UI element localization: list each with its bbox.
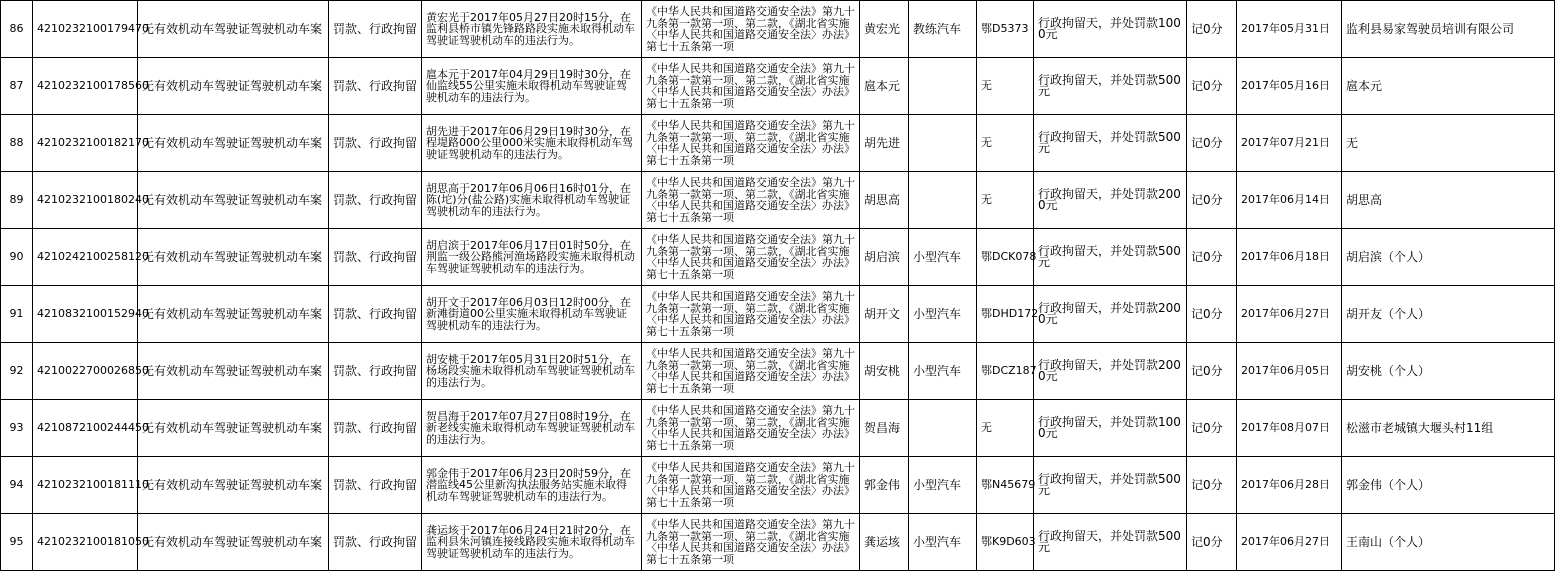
row-number: 88 xyxy=(1,115,33,172)
decision-date: 2017年06月27日 xyxy=(1237,514,1342,571)
vehicle-owner: 胡启滨（个人） xyxy=(1342,229,1555,286)
plate-number: 无 xyxy=(977,58,1034,115)
penalty-type: 罚款、行政拘留 xyxy=(329,115,422,172)
penalty-type: 罚款、行政拘留 xyxy=(329,229,422,286)
case-number: 4210872100244450 xyxy=(33,400,138,457)
penalty-points: 记0分 xyxy=(1187,514,1237,571)
table-row xyxy=(1,286,1555,343)
table-row xyxy=(1,172,1555,229)
violation-facts: 胡先进于2017年06月29日19时30分，在程堤路000公里000米实施未取得机动车驾驶证驾驶机动车的违法行为。 xyxy=(422,115,642,172)
penalty-result: 行政拘留天，并处罚款500元 xyxy=(1034,457,1187,514)
vehicle-type: 小型汽车 xyxy=(909,286,977,343)
penalty-points: 记0分 xyxy=(1187,400,1237,457)
violation-facts: 贺昌海于2017年07月27日08时19分，在新老线实施未取得机动车驾驶证驾驶机动车的违法行为。 xyxy=(422,400,642,457)
vehicle-owner: 胡安桃（个人） xyxy=(1342,343,1555,400)
vehicle-type: 小型汽车 xyxy=(909,514,977,571)
vehicle-type: 教练汽车 xyxy=(909,1,977,58)
table-row xyxy=(1,115,1555,172)
party-name: 龚运垓 xyxy=(860,514,909,571)
table-row xyxy=(1,457,1555,514)
vehicle-owner: 王南山（个人） xyxy=(1342,514,1555,571)
party-name: 胡先进 xyxy=(860,115,909,172)
plate-number: 无 xyxy=(977,115,1034,172)
party-name: 胡安桃 xyxy=(860,343,909,400)
case-type: 无有效机动车驾驶证驾驶机动车案 xyxy=(138,343,329,400)
violation-facts: 扈本元于2017年04月29日19时30分，在仙监线55公里实施未取得机动车驾驶证驾驶机动车的违法行为。 xyxy=(422,58,642,115)
decision-date: 2017年06月27日 xyxy=(1237,286,1342,343)
penalty-points: 记0分 xyxy=(1187,457,1237,514)
legal-basis: 《中华人民共和国道路交通安全法》第九十九条第一款第一项、第二款，《湖北省实施〈中华人民共和国道路交通安全法〉办法》第七十五条第一项 xyxy=(642,172,860,229)
violation-facts: 胡启滨于2017年06月17日01时50分，在荆监一级公路熊河渔场路段实施未取得机动车驾驶证驾驶机动车的违法行为。 xyxy=(422,229,642,286)
case-type: 无有效机动车驾驶证驾驶机动车案 xyxy=(138,457,329,514)
violation-facts: 胡开文于2017年06月03日12时00分，在新滩街道00公里实施未取得机动车驾驶证驾驶机动车的违法行为。 xyxy=(422,286,642,343)
case-type: 无有效机动车驾驶证驾驶机动车案 xyxy=(138,115,329,172)
party-name: 胡思高 xyxy=(860,172,909,229)
vehicle-owner: 监利县易家驾驶员培训有限公司 xyxy=(1342,1,1555,58)
case-type: 无有效机动车驾驶证驾驶机动车案 xyxy=(138,229,329,286)
penalty-type: 罚款、行政拘留 xyxy=(329,457,422,514)
case-type: 无有效机动车驾驶证驾驶机动车案 xyxy=(138,1,329,58)
violation-facts: 胡安桃于2017年05月31日20时51分，在杨场段实施未取得机动车驾驶证驾驶机动车的违法行为。 xyxy=(422,343,642,400)
row-number: 91 xyxy=(1,286,33,343)
decision-date: 2017年05月16日 xyxy=(1237,58,1342,115)
penalty-points: 记0分 xyxy=(1187,343,1237,400)
case-type: 无有效机动车驾驶证驾驶机动车案 xyxy=(138,172,329,229)
vehicle-owner: 松滋市老城镇大堰头村11组 xyxy=(1342,400,1555,457)
vehicle-owner: 胡开友（个人） xyxy=(1342,286,1555,343)
penalty-result: 行政拘留天，并处罚款1000元 xyxy=(1034,400,1187,457)
legal-basis: 《中华人民共和国道路交通安全法》第九十九条第一款第一项、第二款，《湖北省实施〈中华人民共和国道路交通安全法〉办法》第七十五条第一项 xyxy=(642,1,860,58)
table-row xyxy=(1,1,1555,58)
vehicle-type: 小型汽车 xyxy=(909,457,977,514)
plate-number: 无 xyxy=(977,400,1034,457)
decision-date: 2017年06月05日 xyxy=(1237,343,1342,400)
plate-number: 鄂DHD172 xyxy=(977,286,1034,343)
party-name: 胡开文 xyxy=(860,286,909,343)
penalty-type: 罚款、行政拘留 xyxy=(329,58,422,115)
table-row xyxy=(1,58,1555,115)
plate-number: 鄂N45679 xyxy=(977,457,1034,514)
vehicle-type: 小型汽车 xyxy=(909,229,977,286)
case-number: 4210232100178560 xyxy=(33,58,138,115)
penalty-result: 行政拘留天，并处罚款2000元 xyxy=(1034,343,1187,400)
decision-date: 2017年07月21日 xyxy=(1237,115,1342,172)
violation-facts: 黄宏光于2017年05月27日20时15分，在监利县桥市镇先锋路路段实施未取得机动车驾驶证驾驶机动车的违法行为。 xyxy=(422,1,642,58)
penalty-points: 记0分 xyxy=(1187,1,1237,58)
decision-date: 2017年06月28日 xyxy=(1237,457,1342,514)
party-name: 胡启滨 xyxy=(860,229,909,286)
violation-facts: 龚运垓于2017年06月24日21时20分，在监利县朱河镇连接线路段实施未取得机动车驾驶证驾驶机动车的违法行为。 xyxy=(422,514,642,571)
case-number: 4210232100181110 xyxy=(33,457,138,514)
penalty-result: 行政拘留天，并处罚款2000元 xyxy=(1034,172,1187,229)
legal-basis: 《中华人民共和国道路交通安全法》第九十九条第一款第一项、第二款，《湖北省实施〈中华人民共和国道路交通安全法〉办法》第七十五条第一项 xyxy=(642,343,860,400)
case-number: 4210232100181050 xyxy=(33,514,138,571)
table-body xyxy=(1,1,1555,571)
legal-basis: 《中华人民共和国道路交通安全法》第九十九条第一款第一项、第二款，《湖北省实施〈中华人民共和国道路交通安全法〉办法》第七十五条第一项 xyxy=(642,115,860,172)
party-name: 郭金伟 xyxy=(860,457,909,514)
legal-basis: 《中华人民共和国道路交通安全法》第九十九条第一款第一项、第二款，《湖北省实施〈中华人民共和国道路交通安全法〉办法》第七十五条第一项 xyxy=(642,58,860,115)
row-number: 92 xyxy=(1,343,33,400)
row-number: 94 xyxy=(1,457,33,514)
penalty-result: 行政拘留天，并处罚款500元 xyxy=(1034,58,1187,115)
case-type: 无有效机动车驾驶证驾驶机动车案 xyxy=(138,286,329,343)
vehicle-owner: 胡思高 xyxy=(1342,172,1555,229)
penalty-points: 记0分 xyxy=(1187,229,1237,286)
vehicle-owner: 扈本元 xyxy=(1342,58,1555,115)
penalty-type: 罚款、行政拘留 xyxy=(329,400,422,457)
penalty-points: 记0分 xyxy=(1187,58,1237,115)
penalty-type: 罚款、行政拘留 xyxy=(329,172,422,229)
decision-date: 2017年06月18日 xyxy=(1237,229,1342,286)
penalty-type: 罚款、行政拘留 xyxy=(329,286,422,343)
party-name: 贺昌海 xyxy=(860,400,909,457)
penalty-type: 罚款、行政拘留 xyxy=(329,514,422,571)
plate-number: 无 xyxy=(977,172,1034,229)
plate-number: 鄂K9D603 xyxy=(977,514,1034,571)
row-number: 90 xyxy=(1,229,33,286)
party-name: 黄宏光 xyxy=(860,1,909,58)
party-name: 扈本元 xyxy=(860,58,909,115)
case-number: 4210232100179470 xyxy=(33,1,138,58)
penalty-result: 行政拘留天，并处罚款500元 xyxy=(1034,514,1187,571)
row-number: 89 xyxy=(1,172,33,229)
case-type: 无有效机动车驾驶证驾驶机动车案 xyxy=(138,400,329,457)
penalty-result: 行政拘留天，并处罚款2000元 xyxy=(1034,286,1187,343)
penalty-points: 记0分 xyxy=(1187,286,1237,343)
table-row xyxy=(1,343,1555,400)
legal-basis: 《中华人民共和国道路交通安全法》第九十九条第一款第一项、第二款，《湖北省实施〈中华人民共和国道路交通安全法〉办法》第七十五条第一项 xyxy=(642,457,860,514)
case-number: 4210232100182170 xyxy=(33,115,138,172)
decision-date: 2017年06月14日 xyxy=(1237,172,1342,229)
case-number: 4210832100152940 xyxy=(33,286,138,343)
decision-date: 2017年08月07日 xyxy=(1237,400,1342,457)
vehicle-type xyxy=(909,58,977,115)
vehicle-type xyxy=(909,172,977,229)
penalty-type: 罚款、行政拘留 xyxy=(329,343,422,400)
plate-number: 鄂DCZ187 xyxy=(977,343,1034,400)
table-row xyxy=(1,229,1555,286)
case-number: 4210242100258120 xyxy=(33,229,138,286)
table-row xyxy=(1,400,1555,457)
legal-basis: 《中华人民共和国道路交通安全法》第九十九条第一款第一项、第二款，《湖北省实施〈中华人民共和国道路交通安全法〉办法》第七十五条第一项 xyxy=(642,514,860,571)
table-row xyxy=(1,514,1555,571)
row-number: 86 xyxy=(1,1,33,58)
plate-number: 鄂DCK078 xyxy=(977,229,1034,286)
vehicle-owner: 无 xyxy=(1342,115,1555,172)
vehicle-type: 小型汽车 xyxy=(909,343,977,400)
violation-facts: 胡思高于2017年06月06日16时01分，在陈(坨)分(盐公路)实施未取得机动车驾驶证驾驶机动车的违法行为。 xyxy=(422,172,642,229)
penalty-result: 行政拘留天，并处罚款1000元 xyxy=(1034,1,1187,58)
plate-number: 鄂D5373 xyxy=(977,1,1034,58)
penalty-result: 行政拘留天，并处罚款500元 xyxy=(1034,115,1187,172)
row-number: 93 xyxy=(1,400,33,457)
case-number: 4210232100180240 xyxy=(33,172,138,229)
legal-basis: 《中华人民共和国道路交通安全法》第九十九条第一款第一项、第二款，《湖北省实施〈中华人民共和国道路交通安全法〉办法》第七十五条第一项 xyxy=(642,286,860,343)
legal-basis: 《中华人民共和国道路交通安全法》第九十九条第一款第一项、第二款，《湖北省实施〈中华人民共和国道路交通安全法〉办法》第七十五条第一项 xyxy=(642,229,860,286)
penalty-result: 行政拘留天，并处罚款500元 xyxy=(1034,229,1187,286)
row-number: 95 xyxy=(1,514,33,571)
penalty-points: 记0分 xyxy=(1187,115,1237,172)
case-number: 4210022700026850 xyxy=(33,343,138,400)
vehicle-type xyxy=(909,400,977,457)
legal-basis: 《中华人民共和国道路交通安全法》第九十九条第一款第一项、第二款，《湖北省实施〈中华人民共和国道路交通安全法〉办法》第七十五条第一项 xyxy=(642,400,860,457)
violation-facts: 郭金伟于2017年06月23日20时59分，在潜监线45公里新沟执法服务站实施未取得机动车驾驶证驾驶机动车的违法行为。 xyxy=(422,457,642,514)
case-type: 无有效机动车驾驶证驾驶机动车案 xyxy=(138,514,329,571)
vehicle-type xyxy=(909,115,977,172)
case-type: 无有效机动车驾驶证驾驶机动车案 xyxy=(138,58,329,115)
decision-date: 2017年05月31日 xyxy=(1237,1,1342,58)
vehicle-owner: 郭金伟（个人） xyxy=(1342,457,1555,514)
penalty-type: 罚款、行政拘留 xyxy=(329,1,422,58)
penalty-points: 记0分 xyxy=(1187,172,1237,229)
row-number: 87 xyxy=(1,58,33,115)
